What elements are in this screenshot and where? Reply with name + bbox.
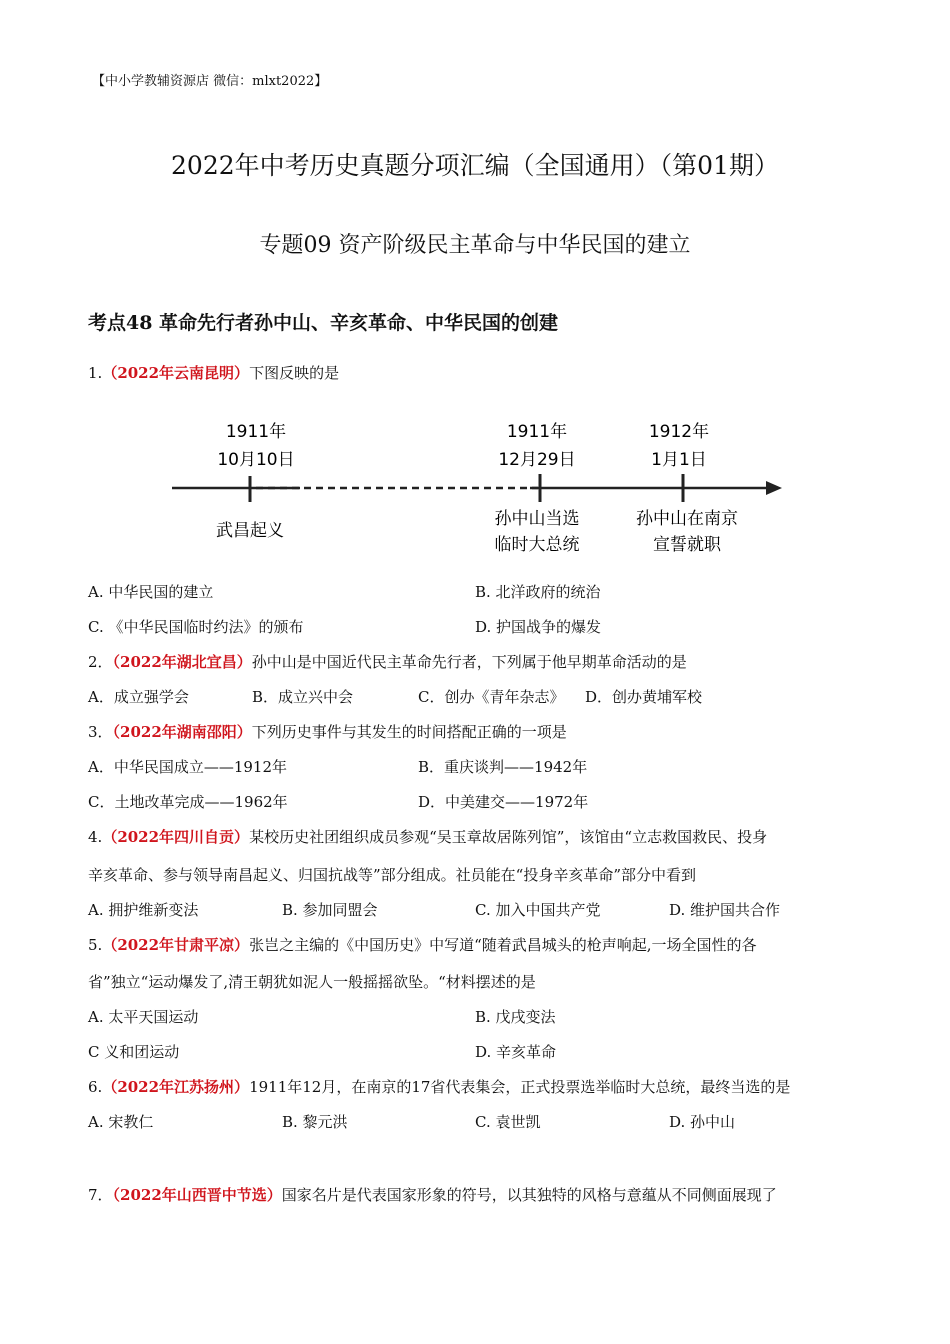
question-source: （2022年湖北宜昌） bbox=[112, 653, 252, 671]
question-stem: 孙中山是中国近代民主革命先行者，下列属于他早期革命活动的是 bbox=[251, 653, 687, 671]
question-stem: 下列历史事件与其发生的时间搭配正确的一项是 bbox=[251, 723, 567, 741]
question-number: 3． bbox=[88, 723, 113, 741]
q4-option-d[interactable]: D. 维护国共合作 bbox=[669, 901, 781, 919]
q5-option-a[interactable]: A. 太平天国运动 bbox=[88, 1008, 199, 1026]
q3-option-b[interactable]: B．重庆谈判——1942年 bbox=[418, 758, 588, 776]
event-1-year: 1911年 bbox=[225, 422, 287, 442]
event-2-date: 12月29日 bbox=[498, 450, 576, 470]
event-1-date: 10月10日 bbox=[217, 450, 295, 470]
question-7 bbox=[88, 1184, 777, 1205]
question-number: 6. bbox=[88, 1078, 103, 1096]
event-3-label-line2: 宣誓就职 bbox=[653, 535, 721, 555]
q5-option-c[interactable]: C 义和团运动 bbox=[88, 1043, 180, 1061]
question-1 bbox=[88, 362, 339, 383]
q6-option-b[interactable]: B. 黎元洪 bbox=[282, 1113, 348, 1131]
page-header: 【中小学教辅资源店 微信：mlxt2022】 bbox=[92, 74, 328, 89]
question-stem: 某校历史社团组织成员参观“吴玉章故居陈列馆”，该馆由“立志救国救民、投身 bbox=[249, 828, 768, 846]
question-number: 1. bbox=[88, 364, 103, 382]
q1-option-b[interactable]: B. 北洋政府的统治 bbox=[475, 583, 601, 601]
event-2-label-line1: 孙中山当选 bbox=[494, 509, 580, 529]
q5-option-b[interactable]: B. 戊戌变法 bbox=[475, 1008, 556, 1026]
question-number: 4. bbox=[88, 828, 103, 846]
question-source: （2022年甘肃平凉） bbox=[102, 936, 250, 954]
question-stem: 国家名片是代表国家形象的符号，以其独特的风格与意蕴从不同侧面展现了 bbox=[281, 1186, 777, 1204]
event-3-date: 1月1日 bbox=[651, 450, 707, 470]
question-source: （2022年山西晋中节选） bbox=[112, 1186, 282, 1204]
event-2-label-line2: 临时大总统 bbox=[494, 535, 580, 555]
question-stem: 张岂之主编的《中国历史》中写道“随着武昌城头的枪声响起,一场全国性的各 bbox=[249, 936, 757, 954]
question-4-continued: 辛亥革命、参与领导南昌起义、归国抗战等”部分组成。社员能在“投身辛亥革命”部分中看到 bbox=[88, 866, 697, 884]
question-5-continued: 省”独立“运动爆发了,清王朝犹如泥人一般摇摇欲坠。“材料摆述的是 bbox=[88, 973, 536, 991]
timeline-figure bbox=[160, 410, 800, 560]
question-3 bbox=[88, 721, 567, 742]
q5-option-d[interactable]: D. 辛亥革命 bbox=[475, 1043, 557, 1061]
question-source: （2022年云南昆明） bbox=[102, 364, 250, 382]
event-1-label: 武昌起义 bbox=[216, 521, 284, 541]
question-source: （2022年湖南邵阳） bbox=[112, 723, 252, 741]
event-3-year: 1912年 bbox=[648, 422, 710, 442]
q2-option-a[interactable]: A．成立强学会 bbox=[88, 688, 189, 706]
question-source: （2022年四川自贡） bbox=[102, 828, 250, 846]
question-stem: 下图反映的是 bbox=[249, 364, 340, 382]
page-title: 2022年中考历史真题分项汇编（全国通用）（第01期） bbox=[171, 151, 779, 180]
q3-option-c[interactable]: C．土地改革完成——1962年 bbox=[88, 793, 288, 811]
q4-option-c[interactable]: C. 加入中国共产党 bbox=[475, 901, 601, 919]
q1-option-c[interactable]: C. 《中华民国临时约法》的颁布 bbox=[88, 618, 304, 636]
q6-option-c[interactable]: C. 袁世凯 bbox=[475, 1113, 541, 1131]
q2-option-d[interactable]: D．创办黄埔军校 bbox=[585, 688, 703, 706]
question-6 bbox=[88, 1076, 790, 1097]
question-number: 7． bbox=[88, 1186, 113, 1204]
page-subtitle: 专题09 资产阶级民主革命与中华民国的建立 bbox=[259, 233, 691, 258]
question-source: （2022年江苏扬州） bbox=[102, 1078, 250, 1096]
q6-option-a[interactable]: A. 宋教仁 bbox=[88, 1113, 154, 1131]
question-number: 5. bbox=[88, 936, 103, 954]
question-2 bbox=[88, 651, 687, 672]
question-4 bbox=[88, 826, 767, 847]
event-2-year: 1911年 bbox=[506, 422, 568, 442]
q4-option-b[interactable]: B. 参加同盟会 bbox=[282, 901, 378, 919]
q2-option-c[interactable]: C．创办《青年杂志》 bbox=[418, 688, 565, 706]
q3-option-d[interactable]: D．中美建交——1972年 bbox=[418, 793, 589, 811]
q4-option-a[interactable]: A. 拥护维新变法 bbox=[88, 901, 199, 919]
q1-option-a[interactable]: A. 中华民国的建立 bbox=[88, 583, 214, 601]
question-5 bbox=[88, 934, 757, 955]
q1-option-d[interactable]: D. 护国战争的爆发 bbox=[475, 618, 602, 636]
q2-option-b[interactable]: B．成立兴中会 bbox=[252, 688, 354, 706]
timeline-arrow-icon bbox=[766, 481, 782, 495]
q3-option-a[interactable]: A．中华民国成立——1912年 bbox=[88, 758, 288, 776]
question-number: 2． bbox=[88, 653, 113, 671]
question-stem: 1911年12月，在南京的17省代表集会，正式投票选举临时大总统，最终当选的是 bbox=[249, 1078, 791, 1096]
section-heading: 考点48 革命先行者孙中山、辛亥革命、中华民国的创建 bbox=[88, 312, 559, 334]
event-3-label-line1: 孙中山在南京 bbox=[636, 509, 738, 529]
q6-option-d[interactable]: D. 孙中山 bbox=[669, 1113, 736, 1131]
